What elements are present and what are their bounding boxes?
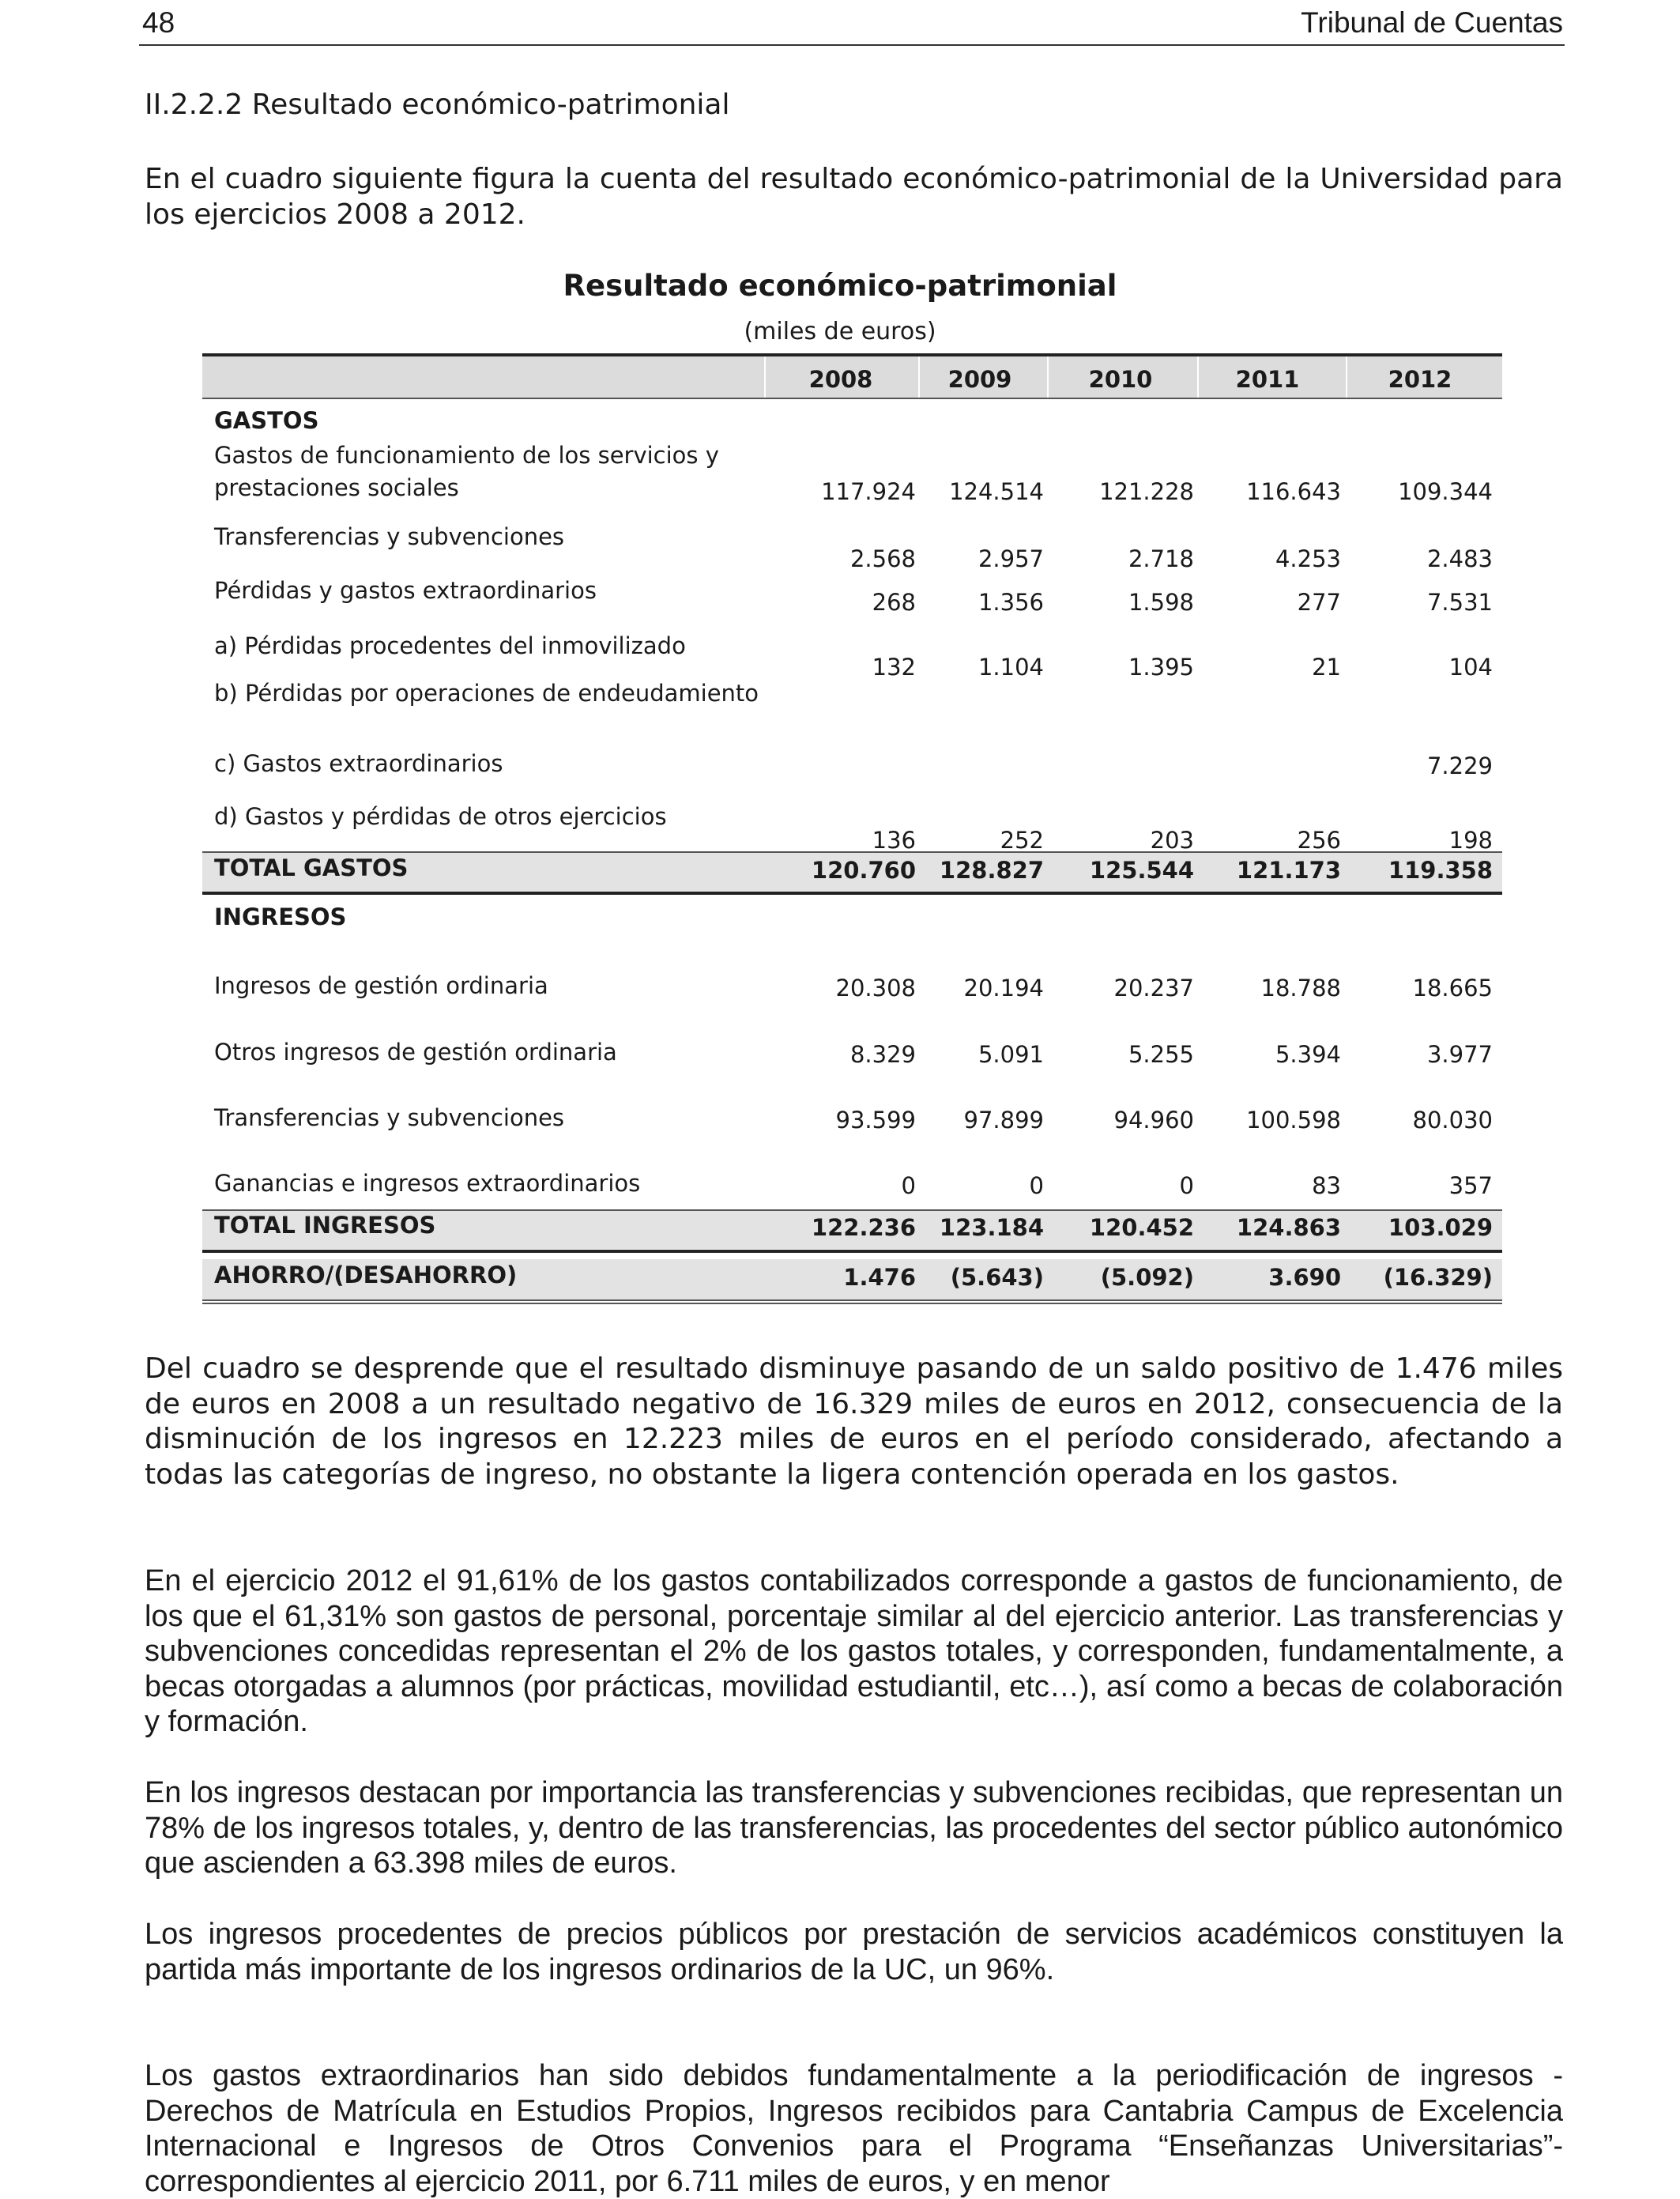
header-column-separator (918, 356, 920, 398)
cell-value: (5.643) (950, 1264, 1044, 1291)
row-label: TOTAL GASTOS (214, 854, 409, 881)
year-header: 2009 (947, 366, 1012, 393)
cell-value: 124.514 (949, 478, 1044, 505)
paragraph-2: En el ejercicio 2012 el 91,61% de los gastos contabilizados corresponde a gastos de funcionamiento, de los que el 61,31% son gastos de personal, porcentaje similar al del ejercicio anterior. Las transferencias y subvenciones concedidas representan el 2% de los gastos totales, y corresponden, fundamentalmente, a becas otorgadas a alumnos (por prácticas, movilidad estudiantil, etc…), así como a becas de colaboración y formación. (145, 1564, 1563, 1738)
row-label: Ingresos de gestión ordinaria (214, 972, 548, 999)
cell-value: 121.228 (1099, 478, 1194, 505)
paragraph-3: En los ingresos destacan por importancia las transferencias y subvenciones recibidas, que representan un 78% de los ingresos totales, y, dentro de las transferencias, las procedentes del sector público autonómico que ascienden a 63.398 miles de euros. (145, 1776, 1563, 1880)
cell-value: 80.030 (1412, 1107, 1493, 1133)
cell-value: 132 (872, 654, 916, 681)
cell-value: 83 (1312, 1172, 1341, 1199)
paragraph-1: Del cuadro se desprende que el resultado disminuye pasando de un saldo positivo de 1.476 miles de euros en 2008 a un resultado negativo de 16.329 miles de euros en 2012, consecuencia de la disminución de los ingresos en 12.223 miles de euros en el período considerado, afectando a todas las categorías de ingreso, no obstante la ligera contención operada en los gastos. (145, 1352, 1563, 1491)
cell-value: 20.308 (835, 975, 916, 1001)
table-header (202, 353, 1502, 399)
row-label: a) Pérdidas procedentes del inmovilizado (214, 632, 686, 659)
cell-value: 268 (872, 589, 916, 616)
header-column-separator (1346, 356, 1347, 398)
cell-value: 198 (1448, 827, 1493, 854)
cell-value: 103.029 (1388, 1214, 1493, 1241)
header-rule (139, 44, 1565, 46)
cell-value: 1.356 (977, 589, 1044, 616)
row-label: Pérdidas y gastos extraordinarios (214, 577, 597, 604)
row-label: b) Pérdidas por operaciones de endeudamiento (214, 680, 759, 707)
cell-value: 256 (1297, 827, 1341, 854)
row-label: TOTAL INGRESOS (214, 1212, 436, 1239)
cell-value: 5.255 (1128, 1041, 1194, 1068)
cell-value: 0 (1179, 1172, 1194, 1199)
cell-value: 3.690 (1268, 1264, 1341, 1291)
cell-value: 123.184 (939, 1214, 1044, 1241)
cell-value: 120.452 (1089, 1214, 1194, 1241)
cell-value: 119.358 (1388, 857, 1493, 884)
table-rule (202, 1250, 1502, 1253)
cell-value: 5.394 (1275, 1041, 1341, 1068)
year-header: 2010 (1088, 366, 1153, 393)
cell-value: 4.253 (1275, 545, 1341, 572)
cell-value: 5.091 (977, 1041, 1044, 1068)
row-label: c) Gastos extraordinarios (214, 750, 503, 777)
cell-value: 122.236 (811, 1214, 916, 1241)
cell-value: 117.924 (821, 478, 916, 505)
cell-value: 124.863 (1236, 1214, 1341, 1241)
paragraph-5: Los gastos extraordinarios han sido debidos fundamentalmente a la periodificación de ingresos - Derechos de Matrícula en Estudios Propios, Ingresos recibidos para Cantabria Campus de Excelencia Internacional e Ingresos de Otros Convenios para el Programa “Enseñanzas Universitarias”- correspondientes al ejercicio 2011, por 6.711 miles de euros, y en menor (145, 2059, 1563, 2198)
cell-value: 18.665 (1412, 975, 1493, 1001)
cell-value: 203 (1150, 827, 1194, 854)
table-rule (202, 1299, 1502, 1301)
cell-value: 120.760 (811, 857, 916, 884)
row-label: GASTOS (214, 407, 319, 434)
page-number: 48 (142, 6, 175, 39)
table-rule (202, 892, 1502, 895)
cell-value: 109.344 (1398, 478, 1493, 505)
cell-value: 1.104 (977, 654, 1044, 681)
row-label: Otros ingresos de gestión ordinaria (214, 1039, 617, 1066)
cell-value: 121.173 (1236, 857, 1341, 884)
cell-value: 125.544 (1089, 857, 1194, 884)
header-column-separator (1047, 356, 1049, 398)
cell-value: 2.718 (1128, 545, 1194, 572)
cell-value: 136 (872, 827, 916, 854)
cell-value: 2.483 (1426, 545, 1493, 572)
cell-value: (16.329) (1383, 1264, 1493, 1291)
running-header-title: Tribunal de Cuentas (1301, 6, 1563, 39)
paragraph-4: Los ingresos procedentes de precios públicos por prestación de servicios académicos constituyen la partida más importante de los ingresos ordinarios de la UC, un 96%. (145, 1918, 1563, 1986)
cell-value: 97.899 (963, 1107, 1044, 1133)
year-header: 2011 (1235, 366, 1300, 393)
cell-value: 2.568 (849, 545, 916, 572)
cell-value: (5.092) (1100, 1264, 1194, 1291)
cell-value: 7.229 (1426, 752, 1493, 779)
cell-value: 2.957 (977, 545, 1044, 572)
table-rule (202, 1303, 1502, 1304)
row-label: Transferencias y subvenciones (214, 1104, 565, 1131)
cell-value: 1.395 (1128, 654, 1194, 681)
header-column-separator (764, 356, 766, 398)
cell-value: 104 (1448, 654, 1493, 681)
cell-value: 128.827 (939, 857, 1044, 884)
cell-value: 116.643 (1246, 478, 1341, 505)
table-title: Resultado económico-patrimonial (563, 269, 1117, 303)
intro-paragraph: En el cuadro siguiente figura la cuenta del resultado económico-patrimonial de la Universidad para los ejercicios 2008 a 2012. (145, 163, 1563, 231)
cell-value: 20.194 (963, 975, 1044, 1001)
cell-value: 277 (1297, 589, 1341, 616)
cell-value: 93.599 (835, 1107, 916, 1133)
cell-value: 0 (1029, 1172, 1044, 1199)
table-subtitle: (miles de euros) (744, 318, 936, 345)
cell-value: 357 (1448, 1172, 1493, 1199)
row-label: AHORRO/(DESAHORRO) (214, 1262, 518, 1288)
cell-value: 7.531 (1426, 589, 1493, 616)
row-label: d) Gastos y pérdidas de otros ejercicios (214, 803, 667, 830)
cell-value: 0 (901, 1172, 916, 1199)
row-label: Ganancias e ingresos extraordinarios (214, 1170, 641, 1197)
row-label: INGRESOS (214, 903, 347, 930)
cell-value: 3.977 (1426, 1041, 1493, 1068)
cell-value: 8.329 (849, 1041, 916, 1068)
section-title: II.2.2.2 Resultado económico-patrimonial (145, 89, 730, 121)
year-header: 2008 (808, 366, 873, 393)
cell-value: 18.788 (1260, 975, 1341, 1001)
cell-value: 100.598 (1246, 1107, 1341, 1133)
cell-value: 21 (1312, 654, 1341, 681)
cell-value: 94.960 (1113, 1107, 1194, 1133)
cell-value: 20.237 (1113, 975, 1194, 1001)
row-label: Transferencias y subvenciones (214, 523, 565, 550)
header-column-separator (1197, 356, 1199, 398)
year-header: 2012 (1388, 366, 1452, 393)
cell-value: 1.598 (1128, 589, 1194, 616)
cell-value: 1.476 (843, 1264, 916, 1291)
cell-value: 252 (1000, 827, 1044, 854)
row-label: Gastos de funcionamiento de los servicios y prestaciones sociales (214, 442, 719, 501)
